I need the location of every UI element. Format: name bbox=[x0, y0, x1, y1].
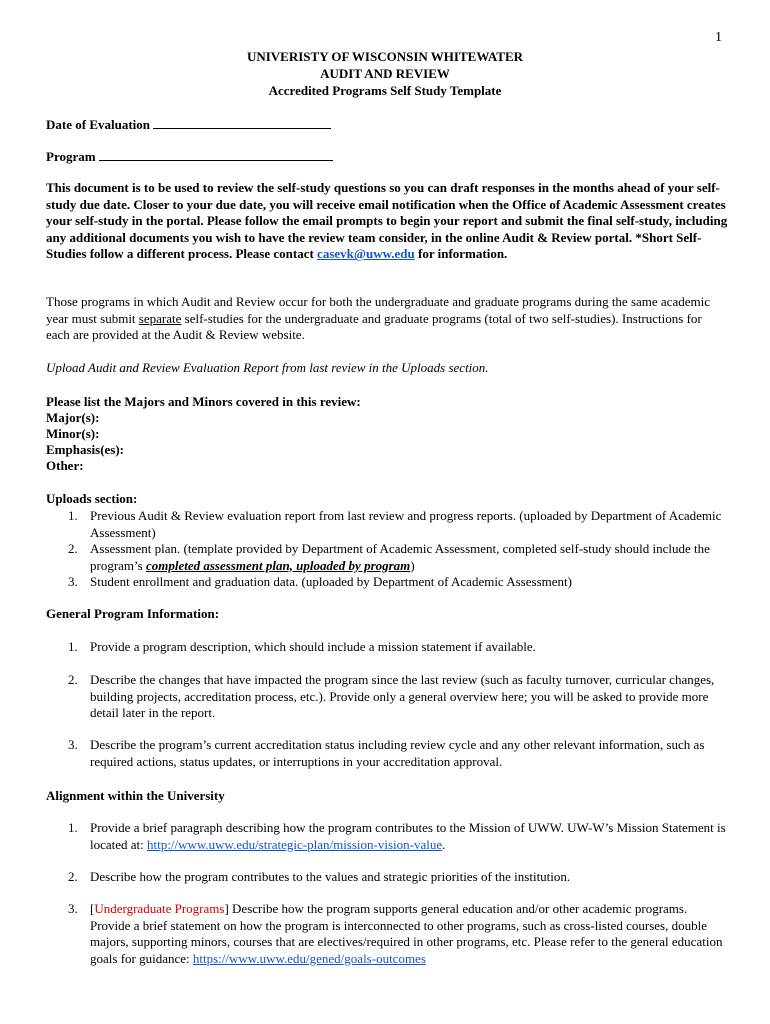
majors-heading: Please list the Majors and Minors covered in this review: bbox=[46, 394, 361, 409]
list-text bbox=[90, 541, 726, 574]
page-number: 1 bbox=[715, 30, 722, 45]
intro-paragraph bbox=[46, 180, 730, 263]
assessment-plan-text: Assessment plan. (template provided by Department of Academic Assessment, completed self-study should include the program’s bbox=[90, 541, 710, 573]
list-text: Describe how the program contributes to the values and strategic priorities of the institution. bbox=[90, 869, 571, 884]
general-item bbox=[46, 737, 726, 770]
programs-note-part1: Those programs in which Audit and Review occur for both the undergraduate and graduate programs during the same academic year must submit bbox=[46, 294, 710, 326]
template-title: Accredited Programs Self Study Template bbox=[268, 83, 502, 98]
list-text: Describe the program’s current accreditation status including review cycle and any other relevant information, such as required actions, status updates, or interruptions in your accreditation approval. bbox=[90, 737, 705, 769]
program-field bbox=[46, 148, 726, 166]
undergraduate-programs-tag: Undergraduate Programs bbox=[94, 901, 225, 916]
alignment-heading: Alignment within the University bbox=[46, 788, 225, 803]
general-item bbox=[46, 672, 726, 722]
list-text: Describe the changes that have impacted the program since the last review (such as faculty turnover, curricular changes, building projects, accreditation process, etc.). Provide only a general overview here; you will be asked to provide more detail later in the report. bbox=[90, 672, 715, 720]
completed-plan-emphasis: completed assessment plan, uploaded by program bbox=[145, 557, 411, 573]
audit-review-title: AUDIT AND REVIEW bbox=[320, 66, 450, 81]
minors-label: Minor(s): bbox=[46, 426, 100, 441]
gen-ed-text: Describe how the program supports general education and/or other academic programs. Provide a brief statement on how the program is interconnected to other programs, such as cross-listed courses, double majors, supporting minors, courses that are electives/required in other programs, etc. Please refer to the general education goals for guidance: bbox=[90, 901, 723, 966]
list-text: Student enrollment and graduation data. (uploaded by Department of Academic Assessment) bbox=[90, 574, 572, 589]
intro-text: This document is to be used to review the self-study questions so you can draft responses in the months ahead of your self-study due date. Closer to your due date, you will receive email notification when the Office of Academic Assessment creates your self-study in the portal. Please follow the email prompts to begin your report and submit the final self-study, including any additional documents you wish to have the review team consider, in the online Audit & Review portal. *Short Self-Studies follow a different process. Please contact bbox=[46, 180, 728, 262]
uploads-heading: Uploads section: bbox=[46, 491, 138, 506]
bracket-open: [ bbox=[90, 901, 95, 916]
date-label: Date of Evaluation bbox=[46, 117, 150, 132]
alignment-item bbox=[46, 820, 726, 853]
date-blank-line[interactable] bbox=[153, 116, 331, 129]
emphasis-label: Emphasis(es): bbox=[46, 442, 125, 457]
assessment-plan-close: ) bbox=[410, 557, 415, 573]
mission-statement-link[interactable]: http://www.uww.edu/strategic-plan/mission-vision-value bbox=[147, 836, 443, 852]
contact-email-link[interactable]: casevk@uww.edu bbox=[317, 246, 415, 262]
program-blank-line[interactable] bbox=[99, 148, 333, 161]
mission-tail: . bbox=[442, 836, 446, 852]
list-text bbox=[90, 820, 726, 853]
alignment-item bbox=[46, 869, 726, 886]
upload-note: Upload Audit and Review Evaluation Report from last review in the Uploads section. bbox=[46, 360, 489, 375]
list-number: 2. bbox=[68, 541, 78, 556]
separate-underlined: separate bbox=[138, 310, 182, 326]
list-number: 2. bbox=[68, 672, 78, 687]
programs-note-part2: self-studies for the undergraduate and graduate programs (total of two self-studies). Instructions for each are provided at the Audit & Review website. bbox=[46, 310, 702, 342]
mission-text: Provide a brief paragraph describing how the program contributes to the Mission of UWW. UW-W’s Mission Statement is located at: bbox=[90, 820, 726, 852]
list-text: Provide a program description, which should include a mission statement if available. bbox=[90, 639, 536, 654]
uploads-item bbox=[46, 508, 726, 541]
gened-goals-link[interactable]: https://www.uww.edu/gened/goals-outcomes bbox=[192, 950, 426, 966]
uploads-item bbox=[46, 541, 726, 574]
general-heading: General Program Information: bbox=[46, 606, 220, 621]
majors-label: Major(s): bbox=[46, 410, 100, 425]
university-title: UNIVERISTY OF WISCONSIN WHITEWATER bbox=[246, 49, 524, 64]
list-text bbox=[90, 901, 726, 967]
programs-note bbox=[46, 294, 718, 344]
list-text: Previous Audit & Review evaluation report from last review and progress reports. (uploaded by Department of Academic Assessment) bbox=[90, 508, 722, 540]
list-number: 1. bbox=[68, 508, 78, 523]
list-number: 1. bbox=[68, 820, 78, 835]
other-label: Other: bbox=[46, 458, 84, 473]
bracket-close: ] bbox=[224, 901, 229, 916]
date-of-evaluation-field bbox=[46, 116, 726, 134]
uploads-item bbox=[46, 574, 726, 591]
alignment-item bbox=[46, 901, 726, 967]
general-item bbox=[46, 639, 726, 656]
list-number: 3. bbox=[68, 901, 78, 916]
program-label: Program bbox=[46, 149, 96, 164]
list-number: 3. bbox=[68, 574, 78, 589]
list-number: 2. bbox=[68, 869, 78, 884]
list-number: 1. bbox=[68, 639, 78, 654]
intro-tail: for information. bbox=[414, 246, 508, 262]
list-number: 3. bbox=[68, 737, 78, 752]
